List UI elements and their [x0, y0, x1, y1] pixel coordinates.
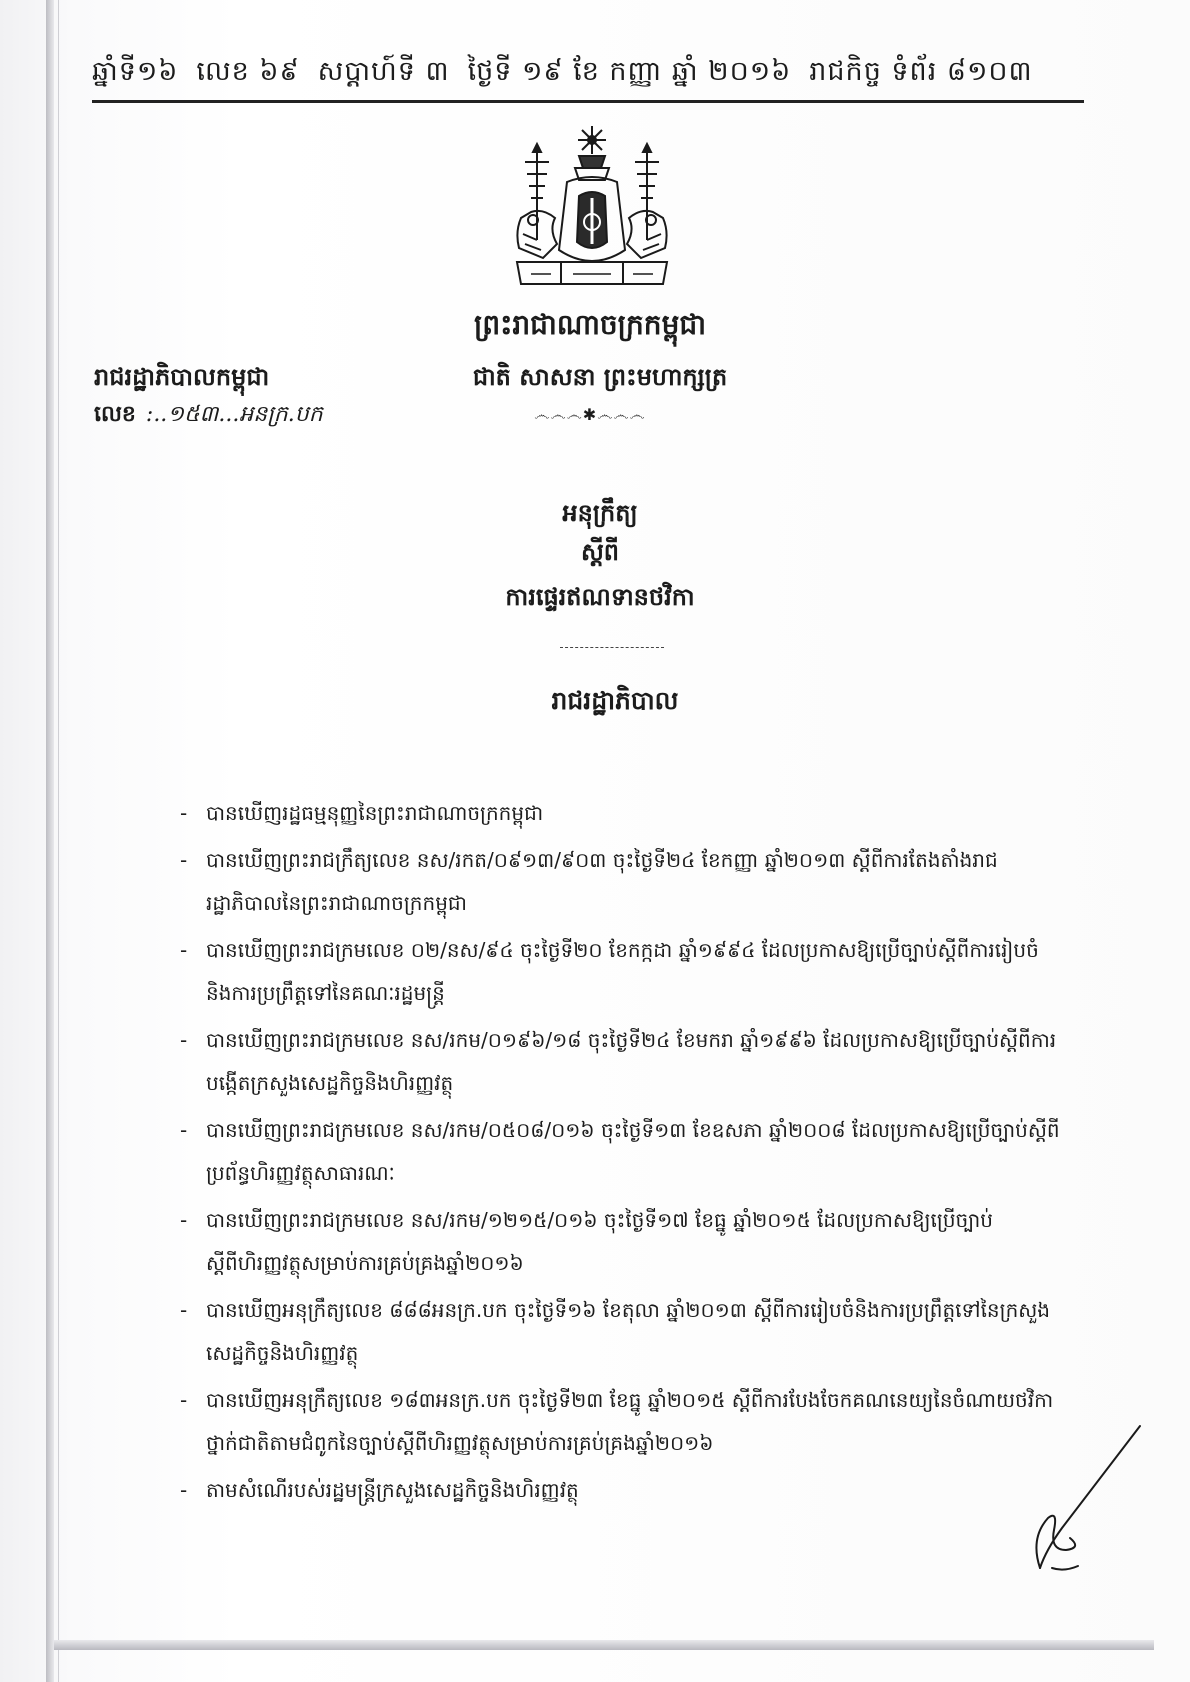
document-number-label: លេខ	[94, 402, 136, 427]
title-divider	[560, 641, 664, 648]
handwritten-initial-icon	[1000, 1418, 1150, 1588]
clause-text: បានឃើញព្រះរាជក្រមលេខ នស/រកម/០៥០៨/០១៦ ចុះថ្ងៃទី១៣ ខែឧសភា ឆ្នាំ២០០៨ ដែលប្រកាសឱ្យប្រើច្បាប់ស្តីពីប្រព័ន្ធហិរញ្ញវត្ថុសាធារណៈ	[206, 1118, 1060, 1185]
preamble-clause	[180, 1109, 1060, 1195]
clause-text: បានឃើញអនុក្រឹត្យលេខ ១៨៣អនក្រ.បក ចុះថ្ងៃទី២៣ ខែធ្នូ ឆ្នាំ២០១៥ ស្តីពីការបែងចែកគណនេយ្យនៃចំណាយថវិកាថ្នាក់ជាតិតាមជំពូកនៃច្បាប់ស្តីពីហិរញ្ញវត្ថុសម្រាប់ការគ្រប់គ្រងឆ្នាំ២០១៦	[206, 1388, 1054, 1455]
clause-text: បានឃើញព្រះរាជក្រមលេខ នស/រកម/០១៩៦/១៨ ចុះថ្ងៃទី២៤ ខែមករា ឆ្នាំ១៩៩៦ ដែលប្រកាសឱ្យប្រើច្បាប់ស្តីពីការបង្កើតក្រសួងសេដ្ឋកិច្ចនិងហិរញ្ញវត្ថុ	[206, 1028, 1057, 1095]
national-motto: ជាតិ សាសនា ព្រះមហាក្សត្រ	[472, 363, 728, 391]
document-about: ស្តីពី	[580, 538, 620, 566]
preamble-clause	[180, 1019, 1060, 1105]
clause-dash: -	[180, 938, 188, 962]
clause-dash: -	[180, 1478, 188, 1502]
issuer-heading: រាជរដ្ឋាភិបាល	[551, 686, 679, 715]
clause-text: បានឃើញព្រះរាជក្រឹត្យលេខ នស/រកត/០៩១៣/៩០៣ ចុះថ្ងៃទី២៤ ខែកញ្ញា ឆ្នាំ២០១៣ ស្តីពីការតែងតាំងរាជរដ្ឋាភិបាលនៃព្រះរាជាណាចក្រកម្ពុជា	[206, 848, 998, 915]
clause-text: បានឃើញព្រះរាជក្រមលេខ ០២/នស/៩៤ ចុះថ្ងៃទី២០ ខែកក្កដា ឆ្នាំ១៩៩៤ ដែលប្រកាសឱ្យប្រើច្បាប់ស្តីពីការរៀបចំនិងការប្រព្រឹត្តទៅនៃគណៈរដ្ឋមន្ត្រី	[206, 938, 1039, 1005]
clause-dash: -	[180, 1118, 188, 1142]
page-bottom-edge	[54, 1640, 1154, 1650]
clause-dash: -	[180, 848, 188, 872]
gazette-header	[92, 54, 1082, 94]
clause-text: បានឃើញរដ្ឋធម្មនុញ្ញនៃព្រះរាជាណាចក្រកម្ពុជា	[206, 801, 544, 825]
gazette-year: ឆ្នាំទី១៦	[92, 55, 179, 87]
document-subject: ការផ្ទេរឥណទានថវិកា	[505, 583, 695, 611]
preamble-clause	[180, 1469, 1060, 1512]
clause-dash: -	[180, 801, 188, 825]
preamble-clause	[180, 839, 1060, 925]
document-number-value: :..១៥៣...អនក្រ.បក	[145, 402, 323, 427]
gazette-week: សប្តាហ៍ទី ៣	[317, 55, 450, 87]
document-type: អនុក្រឹត្យ	[562, 499, 638, 527]
clause-dash: -	[180, 1208, 188, 1232]
preamble-clause	[180, 792, 1060, 835]
clause-text: បានឃើញព្រះរាជក្រមលេខ នស/រកម/១២១៥/០១៦ ចុះថ្ងៃទី១៧ ខែធ្នូ ឆ្នាំ២០១៥ ដែលប្រកាសឱ្យប្រើច្បាប់ស្តីពីហិរញ្ញវត្ថុសម្រាប់ការគ្រប់គ្រងឆ្នាំ២០១៦	[206, 1208, 993, 1275]
header-rule	[92, 100, 1084, 103]
preamble-clause	[180, 1289, 1060, 1375]
clause-text: តាមសំណើរបស់រដ្ឋមន្ត្រីក្រសួងសេដ្ឋកិច្ចនិងហិរញ្ញវត្ថុ	[206, 1478, 579, 1502]
royal-coat-of-arms-icon	[503, 122, 681, 294]
preamble-clause	[180, 929, 1060, 1015]
gazette-date: ថ្ងៃទី ១៩ ខែ កញ្ញា ឆ្នាំ ២០១៦	[467, 55, 792, 87]
preamble-clause	[180, 1199, 1060, 1285]
clause-dash: -	[180, 1028, 188, 1052]
clause-text: បានឃើញអនុក្រឹត្យលេខ ៨៨៨អនក្រ.បក ចុះថ្ងៃទី១៦ ខែតុលា ឆ្នាំ២០១៣ ស្តីពីការរៀបចំនិងការប្រព្រឹត្តទៅនៃក្រសួងសេដ្ឋកិច្ចនិងហិរញ្ញវត្ថុ	[206, 1298, 1051, 1365]
preamble-clause	[180, 1379, 1060, 1465]
gazette-page: រាជកិច្ច ទំព័រ ៨១០៣	[809, 55, 1033, 87]
page-binding-line	[58, 0, 59, 1682]
issuing-agency: រាជរដ្ឋាភិបាលកម្ពុជា	[94, 363, 270, 391]
kingdom-name: ព្រះរាជាណាចក្រកម្ពុជា	[473, 308, 706, 341]
document-number	[94, 400, 323, 432]
page-binding-edge	[46, 0, 54, 1682]
gazette-issue: លេខ ៦៩	[196, 55, 300, 87]
clause-dash: -	[180, 1298, 188, 1322]
clause-dash: -	[180, 1388, 188, 1412]
motto-ornament: ෴෴෴✱෴෴෴	[534, 405, 646, 424]
preamble-clauses	[180, 792, 1060, 1516]
